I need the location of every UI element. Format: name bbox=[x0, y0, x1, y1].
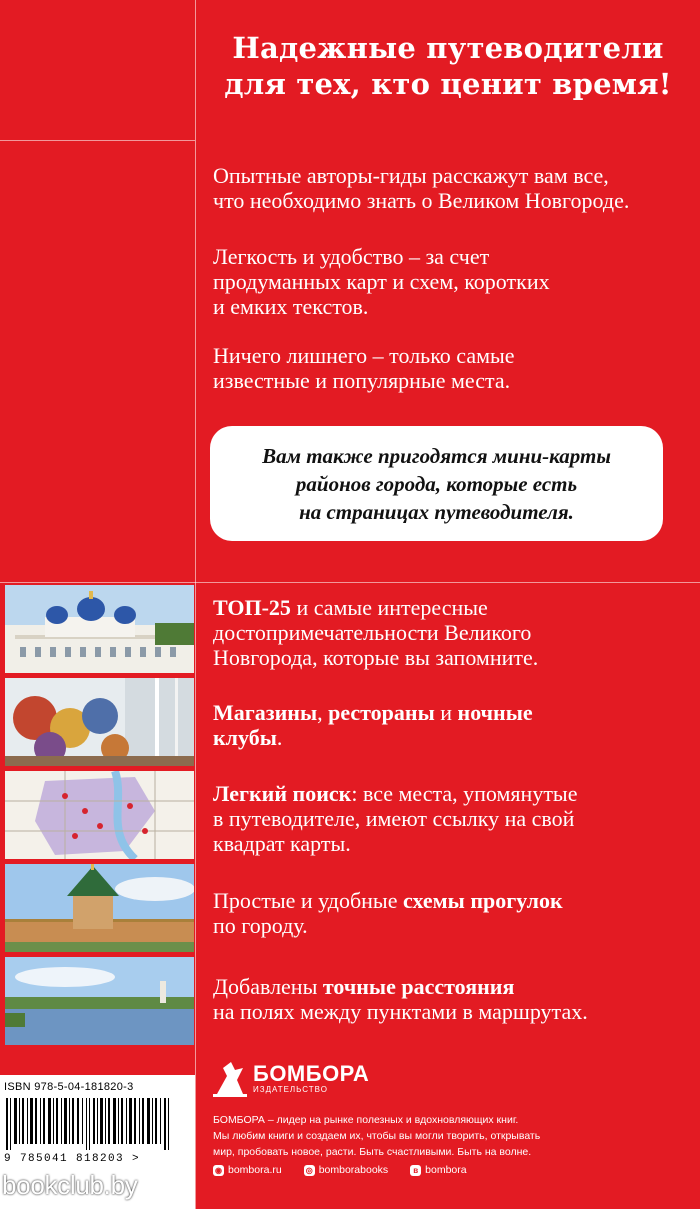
social-website[interactable]: ◉ bombora.ru bbox=[215, 1164, 282, 1176]
intro-paragraph-3: Ничего лишнего – только самые известные и популярные места. bbox=[213, 343, 515, 393]
callout-box: Вам также пригодятся мини-карты районов города, которые есть на страницах путеводителя. bbox=[210, 426, 663, 541]
photo-cathedral bbox=[5, 585, 194, 673]
barcode-digits: 9 785041 818203 > bbox=[4, 1153, 141, 1165]
feature-search: Легкий поиск: все места, упомянутые в путеводителе, имеют ссылку на свой квадрат карты. bbox=[213, 781, 578, 856]
feature-walks: Простые и удобные схемы прогулок по городу. bbox=[213, 888, 563, 938]
bombora-logo-icon bbox=[213, 1058, 247, 1098]
social-instagram[interactable]: ◎ bomborabooks bbox=[305, 1164, 389, 1176]
photo-kremlin-tower bbox=[5, 864, 194, 952]
horizontal-divider-left bbox=[0, 140, 195, 141]
social-vk[interactable]: в bombora bbox=[410, 1164, 466, 1176]
instagram-icon: ◎ bbox=[304, 1165, 315, 1176]
feature-shops: Магазины, рестораны и ночные клубы. bbox=[213, 700, 533, 750]
feature-distances: Добавлены точные расстояния на полях между пунктами в маршрутах. bbox=[213, 974, 588, 1024]
watermark: bookclub.by bbox=[2, 1170, 138, 1200]
intro-paragraph-2: Легкость и удобство – за счет продуманных карт и схем, коротких и емких текстов. bbox=[213, 244, 550, 319]
isbn-label: ISBN 978-5-04-181820-3 bbox=[4, 1081, 134, 1093]
vk-icon: в bbox=[410, 1165, 421, 1176]
photo-river-landscape bbox=[5, 957, 194, 1045]
barcode bbox=[6, 1098, 176, 1150]
publisher-logo bbox=[213, 1058, 369, 1098]
publisher-subtitle: ИЗДАТЕЛЬСТВО bbox=[253, 1084, 328, 1094]
publisher-name: БОМБОРА bbox=[253, 1060, 370, 1086]
social-links bbox=[213, 1164, 467, 1176]
vertical-divider bbox=[195, 0, 196, 1209]
headline: Надежные путеводители для тех, кто ценит время! bbox=[224, 31, 672, 101]
globe-icon: ◉ bbox=[213, 1165, 224, 1176]
feature-top25: ТОП-25 и самые интересные достопримечательности Великого Новгорода, которые вы запомните. bbox=[213, 595, 539, 670]
intro-paragraph-1: Опытные авторы-гиды расскажут вам все, что необходимо знать о Великом Новгороде. bbox=[213, 163, 630, 213]
publisher-description: БОМБОРА – лидер на рынке полезных и вдохновляющих книг. Мы любим книги и создаем их, чтобы вы могли творить, открывать мир, пробовать новое, расти. Быть счастливыми. Быть на волне. bbox=[213, 1114, 541, 1158]
photo-souvenirs bbox=[5, 678, 194, 766]
horizontal-divider bbox=[0, 582, 700, 583]
photo-map bbox=[5, 771, 194, 859]
